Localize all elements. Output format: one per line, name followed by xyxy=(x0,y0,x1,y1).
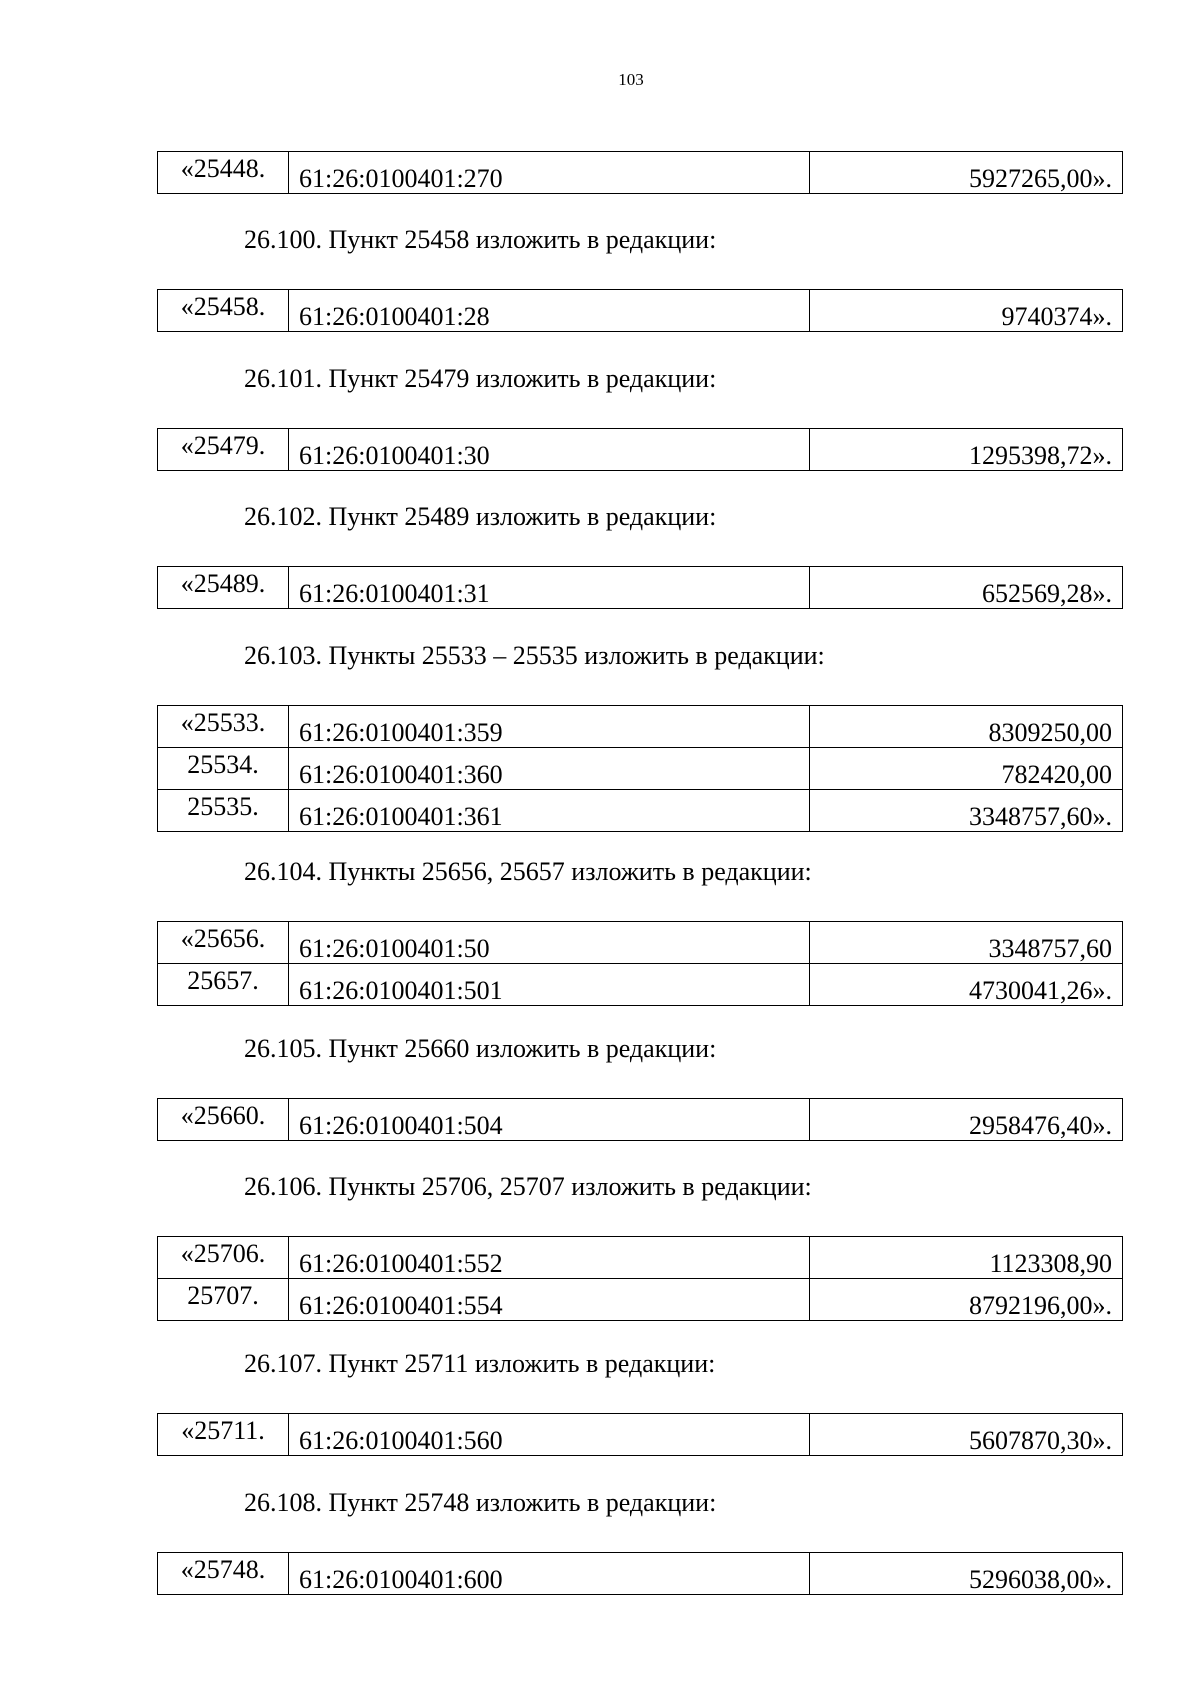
cadastral-value-cell: 3348757,60». xyxy=(810,790,1123,832)
cadastral-number-cell: 61:26:0100401:30 xyxy=(289,429,810,471)
amendment-instruction: 26.106. Пункты 25706, 25707 изложить в редакции: xyxy=(244,1172,812,1201)
cadastral-value-cell: 2958476,40». xyxy=(810,1099,1123,1141)
table-row xyxy=(158,429,1123,471)
table-row xyxy=(158,1414,1123,1456)
amendment-table xyxy=(157,151,1123,194)
amendment-instruction: 26.104. Пункты 25656, 25657 изложить в редакции: xyxy=(244,857,812,886)
cadastral-value-cell: 652569,28». xyxy=(810,567,1123,609)
amendment-table xyxy=(157,428,1123,471)
amendment-instruction: 26.107. Пункт 25711 изложить в редакции: xyxy=(244,1349,716,1378)
amendment-table xyxy=(157,1236,1123,1321)
cadastral-value-cell: 782420,00 xyxy=(810,748,1123,790)
table-row xyxy=(158,1279,1123,1321)
table-row xyxy=(158,1237,1123,1279)
item-number-cell: «25458. xyxy=(158,290,289,332)
table-row xyxy=(158,922,1123,964)
amendment-table xyxy=(157,1552,1123,1595)
amendment-instruction: 26.103. Пункты 25533 – 25535 изложить в редакции: xyxy=(244,641,825,670)
amendment-instruction: 26.105. Пункт 25660 изложить в редакции: xyxy=(244,1034,717,1063)
item-number-cell: 25534. xyxy=(158,748,289,790)
amendment-instruction: 26.101. Пункт 25479 изложить в редакции: xyxy=(244,364,717,393)
item-number-cell: «25660. xyxy=(158,1099,289,1141)
amendment-table xyxy=(157,566,1123,609)
table-row xyxy=(158,1553,1123,1595)
table-row xyxy=(158,290,1123,332)
cadastral-value-cell: 1295398,72». xyxy=(810,429,1123,471)
item-number-cell: «25711. xyxy=(158,1414,289,1456)
table-row xyxy=(158,790,1123,832)
cadastral-number-cell: 61:26:0100401:560 xyxy=(289,1414,810,1456)
page-number: 103 xyxy=(618,70,644,89)
cadastral-number-cell: 61:26:0100401:270 xyxy=(289,152,810,194)
item-number-cell: 25657. xyxy=(158,964,289,1006)
item-number-cell: «25706. xyxy=(158,1237,289,1279)
cadastral-value-cell: 4730041,26». xyxy=(810,964,1123,1006)
cadastral-number-cell: 61:26:0100401:361 xyxy=(289,790,810,832)
cadastral-number-cell: 61:26:0100401:554 xyxy=(289,1279,810,1321)
cadastral-number-cell: 61:26:0100401:31 xyxy=(289,567,810,609)
cadastral-value-cell: 8792196,00». xyxy=(810,1279,1123,1321)
cadastral-number-cell: 61:26:0100401:501 xyxy=(289,964,810,1006)
cadastral-value-cell: 3348757,60 xyxy=(810,922,1123,964)
cadastral-number-cell: 61:26:0100401:359 xyxy=(289,706,810,748)
amendment-table xyxy=(157,1413,1123,1456)
table-row xyxy=(158,567,1123,609)
cadastral-number-cell: 61:26:0100401:28 xyxy=(289,290,810,332)
cadastral-number-cell: 61:26:0100401:600 xyxy=(289,1553,810,1595)
cadastral-value-cell: 5607870,30». xyxy=(810,1414,1123,1456)
item-number-cell: «25533. xyxy=(158,706,289,748)
amendment-table xyxy=(157,705,1123,832)
table-row xyxy=(158,1099,1123,1141)
item-number-cell: 25707. xyxy=(158,1279,289,1321)
cadastral-number-cell: 61:26:0100401:504 xyxy=(289,1099,810,1141)
cadastral-value-cell: 9740374». xyxy=(810,290,1123,332)
item-number-cell: «25748. xyxy=(158,1553,289,1595)
table-row xyxy=(158,964,1123,1006)
item-number-cell: «25489. xyxy=(158,567,289,609)
amendment-table xyxy=(157,289,1123,332)
table-row xyxy=(158,748,1123,790)
item-number-cell: 25535. xyxy=(158,790,289,832)
item-number-cell: «25656. xyxy=(158,922,289,964)
item-number-cell: «25479. xyxy=(158,429,289,471)
cadastral-value-cell: 5927265,00». xyxy=(810,152,1123,194)
cadastral-number-cell: 61:26:0100401:50 xyxy=(289,922,810,964)
table-row xyxy=(158,706,1123,748)
cadastral-value-cell: 5296038,00». xyxy=(810,1553,1123,1595)
cadastral-number-cell: 61:26:0100401:360 xyxy=(289,748,810,790)
cadastral-number-cell: 61:26:0100401:552 xyxy=(289,1237,810,1279)
cadastral-value-cell: 8309250,00 xyxy=(810,706,1123,748)
amendment-table xyxy=(157,1098,1123,1141)
amendment-instruction: 26.100. Пункт 25458 изложить в редакции: xyxy=(244,225,717,254)
amendment-instruction: 26.108. Пункт 25748 изложить в редакции: xyxy=(244,1488,717,1517)
item-number-cell: «25448. xyxy=(158,152,289,194)
amendment-instruction: 26.102. Пункт 25489 изложить в редакции: xyxy=(244,502,717,531)
amendment-table xyxy=(157,921,1123,1006)
cadastral-value-cell: 1123308,90 xyxy=(810,1237,1123,1279)
table-row xyxy=(158,152,1123,194)
